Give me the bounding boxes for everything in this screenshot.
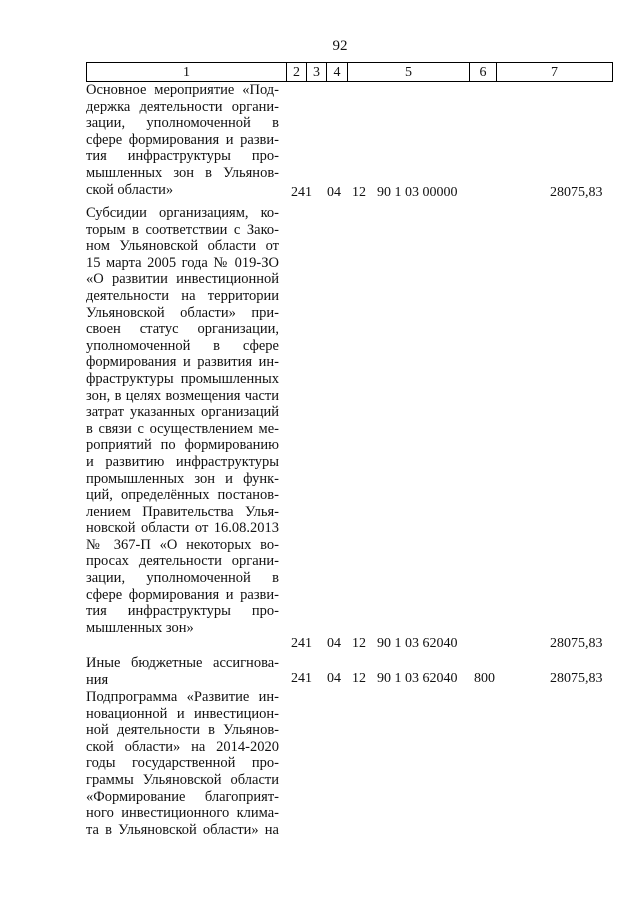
cell-col7: 28075,83 (550, 671, 603, 686)
cell-col4: 12 (352, 671, 366, 686)
text-line: сфере формирования и разви- (86, 131, 279, 148)
text-line: формирования и развития ин- (86, 354, 279, 371)
text-line: мышленных зон» (86, 619, 194, 636)
text-line: Основное мероприятие «Под- (86, 82, 279, 98)
row-description (86, 82, 279, 198)
cell-col2: 241 (291, 671, 312, 686)
text-line: и развитию инфраструктуры (86, 453, 279, 470)
text-line: Субсидии организациям, ко- (86, 205, 279, 221)
cell-col3: 04 (327, 185, 341, 200)
text-line: Ульяновской области» при- (86, 304, 279, 321)
row-description (86, 205, 279, 636)
text-line: граммы Ульяновской области (86, 771, 279, 788)
text-line: ного инвестиционного клима- (86, 805, 279, 822)
cell-col5: 90 1 03 00000 (377, 185, 458, 200)
text-line: зации, уполномоченной в (86, 115, 279, 132)
text-line: торым в соответствии с Зако- (86, 221, 279, 238)
text-line: «Формирование благоприят- (86, 788, 279, 805)
text-line: «О развитии инвестиционной (86, 271, 279, 288)
cell-col3: 04 (327, 671, 341, 686)
text-line: 15 марта 2005 года № 019-ЗО (86, 254, 279, 271)
text-line: ской области» (86, 181, 174, 198)
row-description (86, 689, 279, 838)
cell-col5: 90 1 03 62040 (377, 636, 458, 651)
text-line: деятельности на территории (86, 287, 279, 304)
text-line: в связи с осуществлением ме- (86, 420, 279, 437)
column-header-1: 1 (86, 62, 287, 82)
column-header-4: 4 (326, 62, 348, 82)
text-line: мышленных зон в Ульянов- (86, 164, 279, 181)
text-line: уполномоченной в сфере (86, 337, 279, 354)
text-line: тия инфраструктуры про- (86, 603, 279, 620)
text-line: ния (86, 671, 109, 688)
text-line: тия инфраструктуры про- (86, 148, 279, 165)
column-header-5: 5 (347, 62, 470, 82)
text-line: зации, уполномоченной в (86, 570, 279, 587)
cell-col4: 12 (352, 185, 366, 200)
text-line: ной деятельности в Ульянов- (86, 722, 279, 739)
text-line: просах деятельности органи- (86, 553, 279, 570)
cell-col2: 241 (291, 185, 312, 200)
text-line: промышленных зон и функ- (86, 470, 279, 487)
text-line: фраструктуры промышленных (86, 370, 279, 387)
text-line: зон, в целях возмещения части (86, 387, 279, 404)
text-line: лением Правительства Улья- (86, 503, 279, 520)
cell-col4: 12 (352, 636, 366, 651)
column-header-2: 2 (286, 62, 307, 82)
cell-col2: 241 (291, 636, 312, 651)
cell-col3: 04 (327, 636, 341, 651)
cell-col5: 90 1 03 62040 (377, 671, 458, 686)
cell-col6: 800 (474, 671, 495, 686)
page-number: 92 (332, 38, 348, 54)
text-line: держка деятельности органи- (86, 98, 279, 115)
text-line: Подпрограмма «Развитие ин- (86, 689, 279, 705)
cell-col7: 28075,83 (550, 636, 603, 651)
row-description (86, 655, 279, 688)
text-line: новационной и инвестицион- (86, 705, 279, 722)
text-line: новской области от 16.08.2013 (86, 520, 279, 537)
column-header-6: 6 (469, 62, 497, 82)
text-line: ций, определённых постанов- (86, 487, 279, 504)
column-header-3: 3 (306, 62, 327, 82)
text-line: № 367-П «О некоторых во- (86, 536, 279, 553)
text-line: затрат указанных организаций (86, 404, 279, 421)
text-line: сфере формирования и разви- (86, 586, 279, 603)
text-line: ской области» на 2014-2020 (86, 738, 279, 755)
text-line: ном Ульяновской области от (86, 238, 279, 255)
text-line: Иные бюджетные ассигнова- (86, 655, 279, 671)
text-line: своен статус организации, (86, 321, 279, 338)
text-line: годы государственной про- (86, 755, 279, 772)
cell-col7: 28075,83 (550, 185, 603, 200)
text-line: та в Ульяновской области» на (86, 821, 279, 838)
text-line: роприятий по формированию (86, 437, 279, 454)
column-header-7: 7 (496, 62, 613, 82)
